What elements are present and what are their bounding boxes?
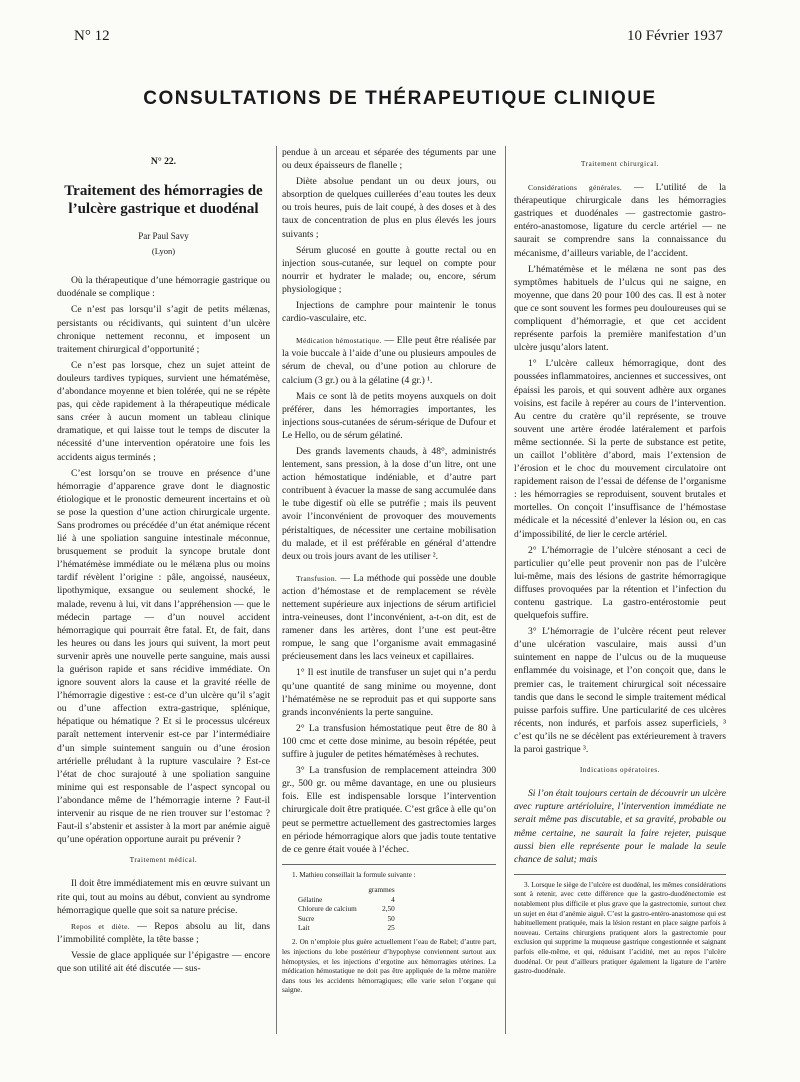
recipe-row [298,905,399,914]
paragraph [282,572,496,664]
paragraph: 2° L’hémorragie de l’ulcère sténosant a ceci de particulier qu’elle peut provenir non pas de l’ulcère lui-même, mais des lésions de gastrite hémorragique diffuses provoquées par la rétention et l’infection du contenu gastrique. La gastro-entérostomie peut quelquefois suffire. [514,544,726,622]
paragraph: 3° La transfusion de remplacement atteindra 300 gr., 500 gr. ou même davantage, en une ou plusieurs fois. Elle est indispensable lorsque l’intervention chirurgicale doit être pratiquée. C’est grâce à elle qu’on peut se permettre actuellement des gastrectomies larges en période hémorragique alors que jadis toute tentative de ce genre était vouée à l’échec. [282,765,496,855]
article-title: Traitement des hémorragies de l’ulcère gastrique et duodénal [64,183,263,218]
section-heading: Traitement chirurgical. [581,160,659,168]
footnote: 3. Lorsque le siège de l’ulcère est duodénal, les mêmes considérations sont à retenir, avec cette différence que la gastro-duodénectomie est notablement plus difficile et plus grave que la gastrectomie, surtout chez un sujet en état d’anémie aiguë. C’est la gastro-entéro-anastomose qui est habituellement pratiquée, mais la lésion restant en place saigne parfois à nouveau. Certains chirurgiens pratiquent alors la gastrectomie pour exclusion qui supprime la muqueuse gastrique congestionnée et saignant parfois elle-même, et qui, réduisant l’acidité, met au repos l’ulcère duodénal. Or peut d’ailleurs pratiquer également la ligature de l’artère gastro-duodénale. [514,880,726,976]
paragraph: Mais ce sont là de petits moyens auxquels on doit préférer, dans les hémorragies importantes, les injections sous-cutanées de sérum-sérique de Dufour et Le Hello, ou de sérum gélatiné. [282,390,496,441]
article-byline: Par Paul Savy [138,231,189,242]
article-number: N° 22. [150,156,177,167]
recipe-unit: grammes [368,886,395,895]
paragraph: 1° Il est inutile de transfuser un sujet qui n’a perdu qu’une quantité de sang minime ou moyenne, dont l’hématémèse ne se reproduit pas et qui supporte sans grands inconvénients la perte sanguine. [282,667,496,718]
recipe-qty: 4 [391,895,395,904]
paragraph: Vessie de glace appliquée sur l’épigastre — encore que son utilité ait été discutée — sus- [57,949,270,974]
paragraph: 3° L’hémorragie de l’ulcère récent peut relever d’une ulcération vasculaire, mais aussi d’un suintement en nappe de l’ulcus ou de la muqueuse enflammée du voisinage, et l’on conçoit que, dans le premier cas, le traitement chirurgical soit nécessaire tandis que dans le second le simple traitement médical puisse parfois suffire. Une particularité de ces ulcères récents, non indurés, et parfois assez superficiels, ³ c’est qu’ils ne se décèlent pas extérieurement à travers la paroi gastrique ³. [514,626,726,756]
paragraph: 1° L’ulcère calleux hémorragique, dont des poussées inflammatoires, anciennes et successives, ont épaissi les parois, et qui souvent adhère aux organes voisins, est facile à repérer au cours de l’intervention. Au centre du cratère qu’il représente, se trouve souvent une artère érodée latéralement et parfois même sectionnée. Si la perte de substance est petite, un caillot l’oblitère d’abord, mais l’extension de l’érosion et le choc du mouvement circulatoire ont rapidement raison de l’essai de défense de l’organisme : les hémorragies se reproduisent, souvent brutales et mortelles. On conçoit l’insuffisance de l’hémostase médicale et la nécessité d’enlever la lésion ou, en cas d’impossibilité, de lier le cercle artériel. [514,358,726,540]
recipe-row [298,896,399,905]
issue-number: N° 12 [74,28,110,44]
footnotes [514,874,726,977]
recipe-qty: 25 [387,924,395,932]
column-rule-2 [505,146,506,1034]
paragraph: Où la thérapeutique d’une hémorragie gastrique ou duodénale se complique : [57,275,270,300]
paragraph-text: — Repos absolu au lit, dans l’immobilité complète, la tête basse ; [57,920,270,945]
column-2 [282,146,496,998]
paragraph: 2° La transfusion hémostatique peut être de 80 à 100 cmc et cette dose minime, au besoin répétée, peut suffire à juguler de petites hématémèses à rechutes. [282,722,496,761]
paragraph: Diète absolue pendant un ou deux jours, ou absorption de quelques cuillerées d’eau toutes les deux ou trois heures, puis de lait coupé, à des doses et à des taux de concentration de plus en plus élevés les jours suivants ; [282,176,496,240]
recipe-qty: 2,50 [382,905,395,914]
recipe-item: Sucre [298,914,315,923]
run-in-heading: Considérations générales. [528,183,623,193]
run-in-heading: Transfusion. [296,573,338,583]
recipe-table [298,886,399,933]
paragraph-text: — L’utilité de la thérapeutique chirurgicale dans les hémorragies gastriques et duodénales — gastrectomie gastro-entéro-anastomose, ligature du cercle artériel — ne saurait se comprendre sans la connaissance du mécanisme, d’ailleurs variable, de l’accident. [514,182,727,259]
paragraph-text: — Elle peut être réalisée par la voie buccale à l’aide d’une ou plusieurs ampoules de sérum de cheval, ou d’une potion au chlorure de calcium (3 gr.) ou à la gélatine (4 gr.) ¹. [282,335,496,386]
issue-date: 10 Février 1937 [627,28,723,44]
paragraph: Ce n’est pas lorsqu’il s’agit de petits mélænas, persistants ou récidivants, qui suintent d’un ulcère chronique nettement reconnu, et imposent un traitement chirurgical d’opportunité ; [57,304,270,355]
footnote: 2. On n’emploie plus guère actuellement l’eau de Rabel; d’autre part, les injections du lobe postérieur d’hypophyse conviennent surtout aux hémoptysies, et les injections d’ergotine aux hémorragies utérines. La médication hémostatique ne doit pas être appliquée de la même manière dans tous les accidents hémorragiques; elle varie selon l’organe qui saigne. [282,938,496,995]
paragraph: Sérum glucosé en goutte à goutte rectal ou en injection sous-cutanée, sur lequel on compte pour nourrir et hydrater le malade; ou, encore, sérum physiologique ; [282,244,496,295]
paragraph-text: — La méthode qui possède une double action d’hémostase et de remplacement se révèle nettement supérieure aux injections de sérum artificiel intra-veineuses, dont l’inconvénient, a-t-on dit, est de ramener dans les artères, dont l’une est peut-être rompue, le sang que l’organisme avait emmagasiné précieusement dans les lacs veineux et capillaires. [282,572,496,663]
recipe-row [298,924,399,933]
paragraph [514,181,726,260]
section-heading: Traitement médical. [129,856,198,865]
column-1 [57,148,270,978]
column-rule-1 [276,146,277,1034]
column-3 [514,158,726,979]
recipe-item: Lait [298,924,310,932]
paragraph [57,920,270,946]
recipe-row [298,915,399,924]
paragraph: L’hématémèse et le mélæna ne sont pas des symptômes habituels de l’ulcus qui ne saigne, en moyenne, que dans 20 pour 100 des cas. Il est à noter que ce sont souvent les formes peu douloureuses qui se compliquent d’hémorragie, et que cet accident représente parfois la première manifestation d’un ulcère jusqu’alors latent. [514,263,726,354]
paragraph: Il doit être immédiatement mis en œuvre suivant un rite qui, tout au moins au début, convient au syndrome hémorragique quelle que soit sa nature précise. [57,878,270,916]
paragraph: Ce n’est pas lorsque, chez un sujet atteint de douleurs tardives typiques, survient une hématémèse, d’abondance moyenne et bien tolérée, qui ne se répète pas, qui cède rapidement à la thérapeutique médicale sans créer à aucun moment un tableau clinique dramatique, et qui laisse tout le temps de discuter la nécessité d’une intervention opératoire une fois les accidents aigus terminés ; [57,359,270,463]
paragraph: Injections de camphre pour maintenir le tonus cardio-vasculaire, etc. [282,300,496,325]
paragraph: Si l’on était toujours certain de découvrir un ulcère avec rupture artérioluire, l’intervention immédiate ne serait même pas discutable, et sa gravité, probable ou même certaine, ne saurait la faire rejeter, puisque aussi bien elle représente pour le malade la seule chance de salut; mais [514,788,726,865]
recipe-item: Gélatine [298,895,323,904]
paragraph: pendue à un arceau et séparée des téguments par une ou deux épaisseurs de flanelle ; [282,147,496,172]
paragraph [282,334,496,386]
paragraph: C’est lorsqu’on se trouve en présence d’une hémorragie d’apparence grave dont le diagnostic étiologique et le pronostic demeurent incertains et où se pose la question d’une action chirurgicale urgente. Sans prodromes ou précédée d’un état anémique récent lié à une spoliation sanguine intestinale méconnue, brusquement se produit la syncope brutale dont l’hématémèse immédiate ou le mélæna plus ou moins tardif révèlent l’origine : pâle, angoissé, nauséeux, lipothymique, exsangue ou seulement shocké, le malade, revenu à lui, vit dans l’appréhension — que le médecin partage — d’un nouvel accident hémorragique qui pourrait être fatal. Et, de fait, dans les heures ou dans les jours qui suivent, la mort peut survenir après une nouvelle perte sanguine, mais aussi la guérison rapide et sans récidive immédiate. On ignore souvent alors la cause et la gravité réelle de l’hémorragie digestive : est-ce d’un ulcère qu’il s’agit ou d’une affection extra-gastrique, splénique, hépatique ou hématique ? Et si le processus ulcéreux paraît nettement intervenir est-ce par l’intermédiaire d’un simple suintement sanguin ou d’une érosion artérielle préludant à la rupture vasculaire ? Est-ce l’état de choc surajouté à une spoliation sanguine minime qui est responsable de l’aspect syncopal ou l’abondance même de l’hémorragie interne ? Faut-il intervenir au risque de ne rien trouver sur l’estomac ? Faut-il s’abstenir et assister à la mort par anémie aiguë qu’une opération opportune aurait pu prévenir ? [57,467,270,846]
section-heading: Indications opératoires. [579,766,661,775]
recipe-item: Chlorure de calcium [298,905,357,914]
footnotes [282,864,496,996]
article-place: (Lyon) [151,246,176,257]
paragraph: Des grands lavements chauds, à 48°, administrés lentement, sans pression, à la dose d’un litre, ont une action hémostatique indéniable, et d’autre part contribuent à évacuer la masse de sang accumulée dans le tube digestif où elle se putréfie ; mais ils peuvent avoir l’inconvénient de provoquer des mouvements péristaltiques, de nécessiter une certaine mobilisation du malade, et il est préférable en général d’attendre deux ou trois jours avant de les utiliser ². [282,445,496,562]
run-in-heading: Repos et diète. [71,921,130,931]
recipe-qty: 50 [387,914,395,923]
run-in-heading: Médication hémostatique. [296,336,382,346]
journal-title: CONSULTATIONS DE THÉRAPEUTIQUE CLINIQUE [143,88,657,109]
footnote: 1. Mathieu conseillait la formule suivante : [292,870,416,879]
